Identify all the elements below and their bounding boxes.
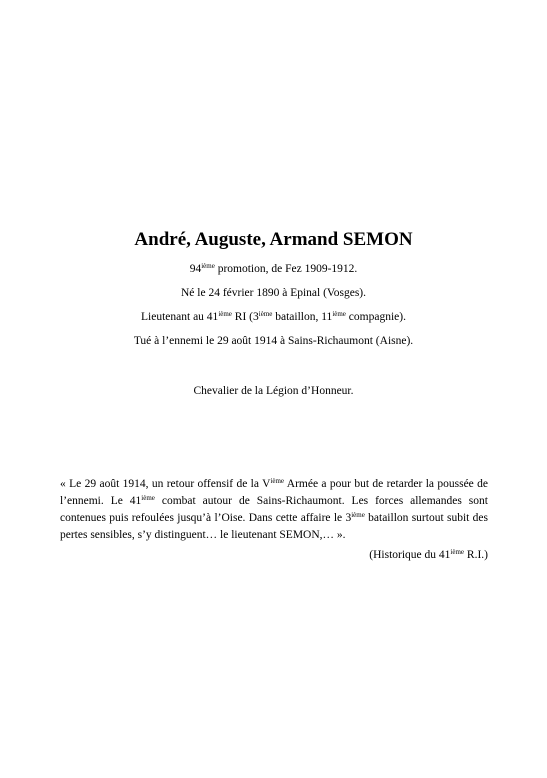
rank-sup2: ième [258, 310, 273, 318]
promotion-text: promotion, de Fez 1909-1912. [214, 263, 358, 275]
rank-sup1: ième [218, 310, 232, 318]
honor-line: Chevalier de la Légion d’Honneur. [193, 385, 354, 397]
quote-line [60, 476, 488, 493]
quote-text: bataillon surtout subit des [364, 512, 488, 524]
quote-line [60, 493, 488, 510]
death-line: Tué à l’ennemi le 29 août 1914 à Sains-Richaumont (Aisne). [133, 335, 414, 347]
quote-sup: ième [141, 494, 155, 502]
rank-part3: bataillon, 11 [272, 311, 333, 323]
quote-text: contenues puis refoulées jusqu’à l’Oise. Dans cette affaire le 3 [60, 512, 352, 524]
rank-part1: Lieutenant au 41 [141, 311, 219, 323]
quote-line: pertes sensibles, s’y distinguent… le lieutenant SEMON,… ». [60, 529, 346, 541]
quote-line [60, 510, 488, 527]
promotion-line [0, 262, 547, 276]
page-title: André, Auguste, Armand SEMON [134, 229, 413, 250]
attribution-sup: ième [450, 548, 465, 556]
quote-text: Armée a pour but de retarder la poussée de [284, 478, 488, 490]
historical-quote [60, 476, 488, 544]
quote-attribution [369, 548, 488, 562]
attribution-text: (Historique du 41 [369, 549, 451, 561]
promotion-sup: ième [201, 262, 215, 270]
quote-sup: ième [351, 511, 365, 519]
rank-sup3: ième [332, 310, 346, 318]
quote-text: « Le 29 août 1914, un retour offensif de la V [60, 478, 271, 490]
birth-line: Né le 24 février 1890 à Epinal (Vosges). [180, 287, 366, 299]
quote-sup: ième [270, 477, 285, 485]
attribution-text: R.I.) [464, 549, 488, 561]
quote-text: l’ennemi. Le 41 [60, 495, 142, 507]
rank-part4: compagnie). [345, 311, 406, 323]
rank-part2: RI (3 [231, 311, 259, 323]
quote-text: combat autour de Sains-Richaumont. Les forces allemandes sont [154, 495, 488, 507]
rank-line [0, 310, 547, 324]
promotion-number: 94 [189, 263, 202, 275]
